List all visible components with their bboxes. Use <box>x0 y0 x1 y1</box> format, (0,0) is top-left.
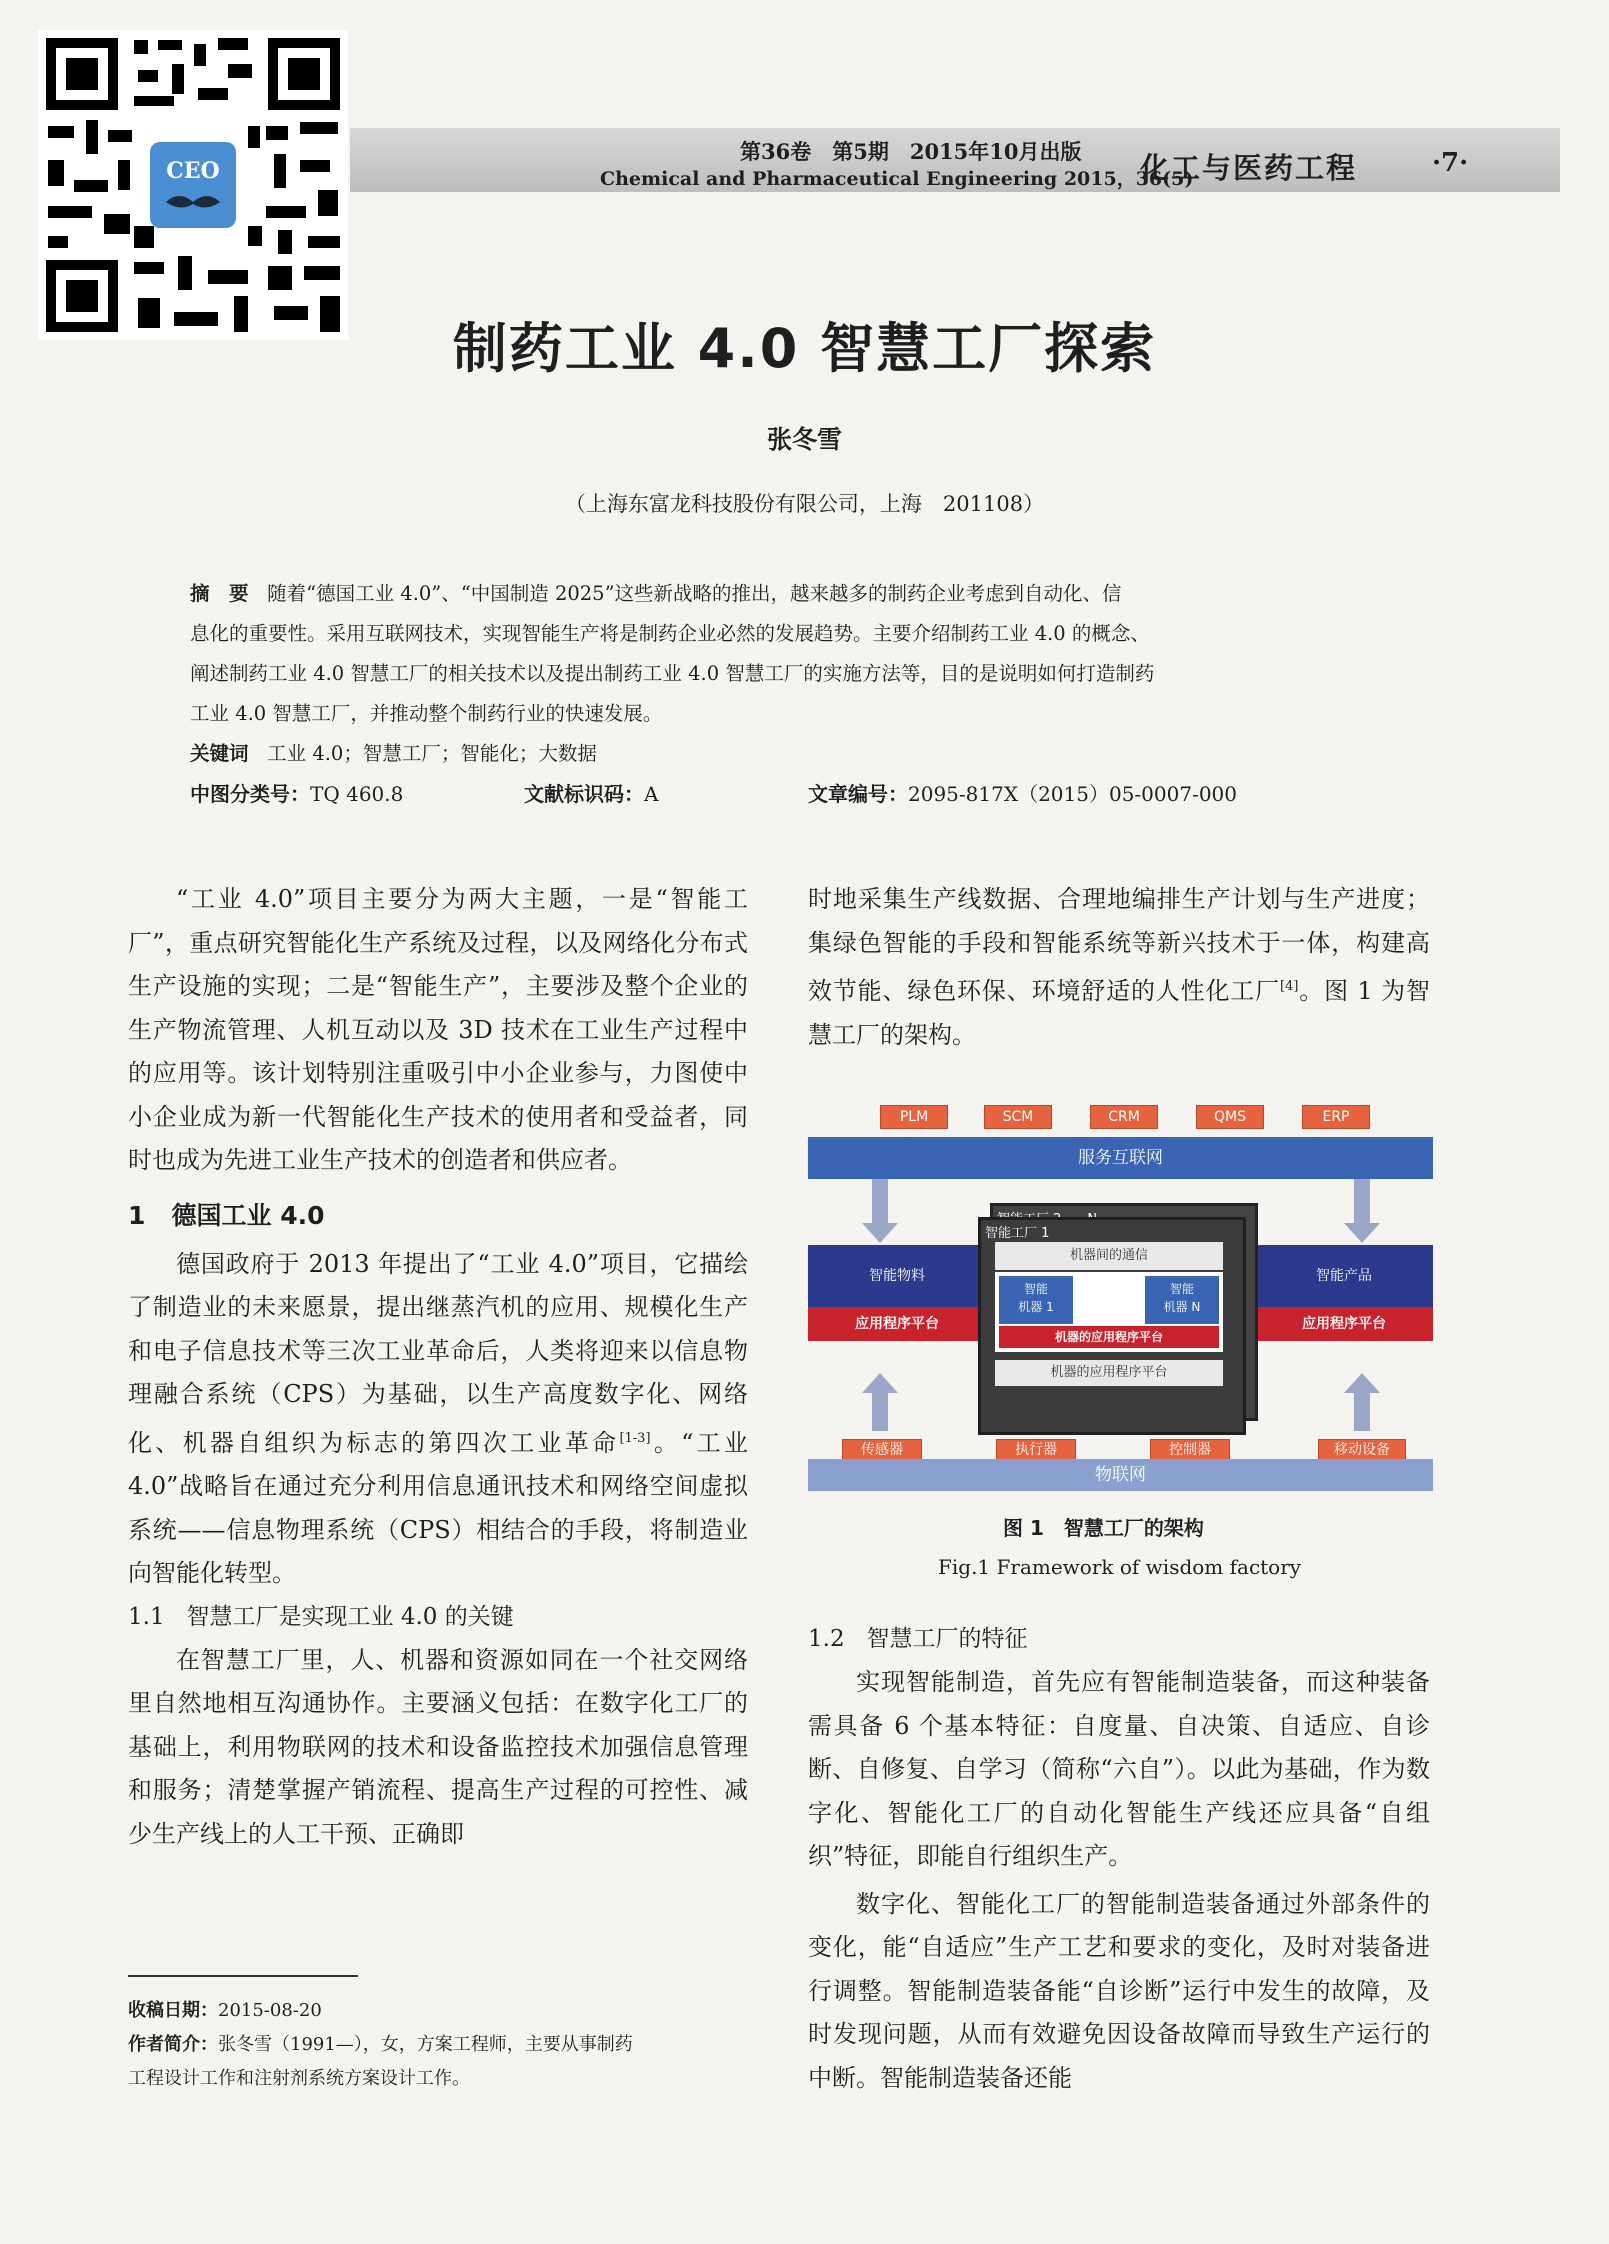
abstract-line-3: 阐述制药工业 4.0 智慧工厂的相关技术以及提出制药工业 4.0 智慧工厂的实施方法等，目的是说明如何打造制药 <box>190 662 1155 685</box>
factory-front-label: 智能工厂 1 <box>985 1226 1050 1241</box>
section-1-title: 德国工业 4.0 <box>171 1200 325 1230</box>
machine-communication: 机器间的通信 <box>995 1242 1223 1270</box>
right-column-top <box>808 878 1430 1057</box>
author-bio-line-2: 工程设计工作和注射剂系统方案设计工作。 <box>128 2068 470 2089</box>
left-paragraph-2-a: 德国政府于 2013 年提出了“工业 4.0”项目，它描绘了制造业的未来愿景，提出继蒸汽机的应用、规模化生产和电子信息技术等三次工业革命后，人类将迎来以信息物理融合系统（CPS）为基础，以生产高度数字化、网络化、机器自组织为标志的第四次工业革命 <box>128 1249 748 1457</box>
citation-4: [4] <box>1280 979 1299 994</box>
keywords-value: 工业 4.0；智慧工厂；智能化；大数据 <box>267 742 597 765</box>
right-paragraph-2: 实现智能制造，首先应有智能制造装备，而这种装备需具备 6 个基本特征：自度量、自决策、自适应、自诊断、自修复、自学习（简称“六自”）。以此为基础，作为数字化、智能化工厂的自动化智能生产线还应具备“自组织”特征，即能自行组织生产。 <box>808 1668 1430 1870</box>
issue-en: Chemical and Pharmaceutical Engineering 2015，36(5) <box>600 168 1194 190</box>
machine-app-platform-outer: 机器的应用程序平台 <box>995 1360 1223 1386</box>
section-1-heading <box>128 1191 748 1243</box>
section-1-1-title: 智慧工厂是实现工业 4.0 的关键 <box>186 1603 514 1630</box>
abstract-line-1 <box>190 578 1122 606</box>
section-1-1-number: 1.1 <box>128 1603 165 1630</box>
figure-1-diagram <box>808 1095 1433 1495</box>
smart-machine-1: 智能 机器 1 <box>999 1276 1073 1324</box>
clc-label: 中图分类号： <box>190 782 310 806</box>
page-number: ·7· <box>1432 148 1469 178</box>
section-1-2-heading <box>808 1618 1430 1661</box>
doc-code-value: A <box>644 782 659 806</box>
left-app-platform: 应用程序平台 <box>808 1307 986 1341</box>
keywords <box>190 738 597 766</box>
section-1-number: 1 <box>128 1200 146 1230</box>
abstract-text: 随着“德国工业 4.0”、“中国制造 2025”这些新战略的推出，越来越多的制药企业考虑到自动化、信 <box>267 582 1122 605</box>
author-bio-line-1 <box>128 2030 633 2056</box>
smart-product-box: 智能产品 <box>1255 1245 1433 1307</box>
bio-label: 作者简介： <box>128 2034 218 2055</box>
system-plm: PLM <box>880 1105 948 1129</box>
left-paragraph-2 <box>128 1243 748 1596</box>
machines-area <box>995 1272 1223 1352</box>
right-app-platform: 应用程序平台 <box>1255 1307 1433 1341</box>
author-name: 张冬雪 <box>766 425 842 454</box>
left-column <box>128 878 748 1856</box>
article-number <box>808 778 1237 807</box>
affiliation: （上海东富龙科技股份有限公司，上海 201108） <box>564 492 1045 516</box>
smart-factory-panel <box>978 1217 1246 1435</box>
smart-material-box: 智能物料 <box>808 1245 986 1307</box>
device-sensor: 传感器 <box>842 1439 922 1461</box>
qr-code <box>38 30 348 340</box>
abstract-label: 摘 要 <box>190 582 249 605</box>
footnote-divider <box>128 1975 358 1977</box>
system-qms: QMS <box>1196 1105 1264 1129</box>
section-1-2-number: 1.2 <box>808 1626 845 1652</box>
clc-value: TQ 460.8 <box>310 782 404 806</box>
doc-code <box>524 778 658 807</box>
system-scm: SCM <box>984 1105 1052 1129</box>
device-controller: 控制器 <box>1150 1439 1230 1461</box>
left-paragraph-2-b: 。“工业 4.0”战略旨在通过充分利用信息通讯技术和网络空间虚拟系统——信息物理系统（CPS）相结合的手段，将制造业向智能化转型。 <box>128 1428 748 1587</box>
qr-code-graphic <box>38 30 348 340</box>
doc-code-label: 文献标识码： <box>524 782 644 806</box>
left-paragraph-3: 在智慧工厂里，人、机器和资源如同在一个社交网络里自然地相互沟通协作。主要涵义包括：在数字化工厂的基础上，利用物联网的技术和设备监控技术加强信息管理和服务；清楚掌握产销流程、提高生产过程的可控性、减少生产线上的人工干预、正确即 <box>128 1645 748 1848</box>
right-column-bottom <box>808 1618 1430 2100</box>
right-paragraph-1-a: 时地采集生产线数据、合理地编排生产计划与生产进度；集绿色智能的手段和智能系统等新兴技术于一体，构建高效节能、绿色环保、环境舒适的人性化工厂 <box>808 885 1430 1005</box>
article-title: 制药工业 4.0 智慧工厂探索 <box>452 317 1157 380</box>
system-erp: ERP <box>1302 1105 1370 1129</box>
device-mobile: 移动设备 <box>1318 1439 1406 1461</box>
journal-name: 化工与医药工程 <box>1140 151 1358 185</box>
abstract-line-4: 工业 4.0 智慧工厂，并推动整个制药行业的快速发展。 <box>190 702 663 725</box>
article-number-value: 2095-817X（2015）05-0007-000 <box>908 782 1238 806</box>
right-paragraph-3: 数字化、智能化工厂的智能制造装备通过外部条件的变化，能“自适应”生产工艺和要求的变化，及时对装备进行调整。智能制造装备能“自诊断”运行中发生的故障，及时发现问题，从而有效避免因设备故障而导致生产运行的中断。智能制造装备还能 <box>808 1889 1430 2092</box>
system-crm: CRM <box>1090 1105 1158 1129</box>
right-paragraph-1 <box>808 878 1430 1057</box>
keywords-label: 关键词 <box>190 742 249 765</box>
figure-1-caption-cn: 图 1 智慧工厂的架构 <box>1003 1516 1204 1540</box>
clc-number <box>190 778 403 807</box>
left-paragraph-1: “工业 4.0”项目主要分为两大主题，一是“智能工厂”，重点研究智能化生产系统及过程，以及网络化分布式生产设施的实现；二是“智能生产”，主要涉及整个企业的生产物流管理、人机互动以及 3D 技术在工业生产过程中的应用等。该计划特别注重吸引中小企业参与，力图使中小企业成为新一代智能化生产技术的使用者和受益者，同时也成为先进工业生产技术的创造者和供应者。 <box>128 885 748 1174</box>
abstract-line-2: 息化的重要性。采用互联网技术，实现智能生产将是制药企业必然的发展趋势。主要介绍制药工业 4.0 的概念、 <box>190 622 1150 645</box>
device-actuator: 执行器 <box>996 1439 1076 1461</box>
received-date <box>128 1996 322 2022</box>
iot-bar: 物联网 <box>808 1459 1433 1491</box>
received-label: 收稿日期： <box>128 2000 218 2021</box>
section-1-2-title: 智慧工厂的特征 <box>866 1626 1028 1652</box>
received-value: 2015-08-20 <box>218 2000 322 2021</box>
figure-1-caption-en: Fig.1 Framework of wisdom factory <box>938 1555 1302 1579</box>
citation-1-3: [1-3] <box>619 1430 651 1446</box>
issue-cn: 第36卷 第5期 2015年10月出版 <box>740 139 1082 164</box>
right-paragraph-1-b: 。图 1 为智慧工厂的架构。 <box>808 977 1431 1049</box>
section-1-1-heading <box>128 1596 748 1639</box>
bio-line-1: 张冬雪（1991—），女，方案工程师，主要从事制药 <box>218 2034 633 2055</box>
qr-badge-text: CEO <box>166 158 220 184</box>
article-number-label: 文章编号： <box>808 782 908 806</box>
machine-app-platform-inner: 机器的应用程序平台 <box>999 1326 1219 1348</box>
smart-machine-n: 智能 机器 N <box>1145 1276 1219 1324</box>
service-internet-bar: 服务互联网 <box>808 1137 1433 1179</box>
